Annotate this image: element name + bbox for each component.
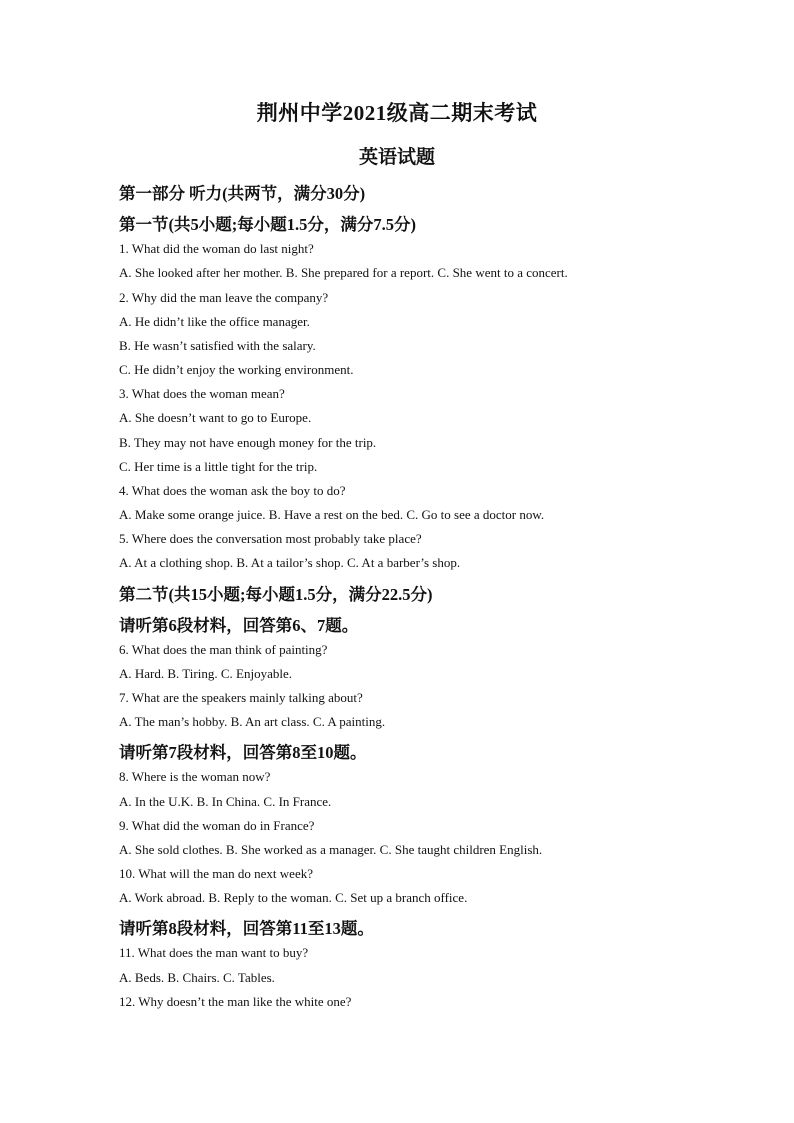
question-line: 12. Why doesn’t the man like the white one? xyxy=(119,994,352,1009)
options-line: A. Make some orange juice. B. Have a rest on the bed. C. Go to see a doctor now. xyxy=(119,507,545,522)
options-line: B. They may not have enough money for the trip. xyxy=(119,435,377,450)
question-line: 3. What does the woman mean? xyxy=(119,386,285,401)
question-line: 7. What are the speakers mainly talking about? xyxy=(119,690,363,705)
options-line: A. He didn’t like the office manager. xyxy=(119,314,310,329)
options-line: A. Beds. B. Chairs. C. Tables. xyxy=(119,970,275,985)
options-line: A. Hard. B. Tiring. C. Enjoyable. xyxy=(119,666,292,681)
options-line: B. He wasn’t satisfied with the salary. xyxy=(119,338,316,353)
section-heading: 第二节(共15小题;每小题1.5分，满分22.5分) xyxy=(119,585,433,604)
options-line: A. The man’s hobby. B. An art class. C. A painting. xyxy=(119,714,386,729)
question-line: 2. Why did the man leave the company? xyxy=(119,290,329,305)
question-line: 10. What will the man do next week? xyxy=(119,866,313,881)
question-line: 4. What does the woman ask the boy to do? xyxy=(119,483,346,498)
options-line: C. Her time is a little tight for the trip. xyxy=(119,459,318,474)
page-title: 荆州中学2021级高二期末考试 xyxy=(256,101,538,125)
question-line: 8. Where is the woman now? xyxy=(119,769,271,784)
options-line: A. She looked after her mother. B. She prepared for a report. C. She went to a concert. xyxy=(119,265,568,280)
material-heading: 请听第6段材料，回答第6、7题。 xyxy=(119,616,359,635)
material-heading: 请听第7段材料，回答第8至10题。 xyxy=(119,743,367,762)
options-line: A. She doesn’t want to go to Europe. xyxy=(119,410,312,425)
options-line: A. In the U.K. B. In China. C. In France. xyxy=(119,794,332,809)
options-line: A. She sold clothes. B. She worked as a manager. C. She taught children English. xyxy=(119,842,543,857)
question-line: 9. What did the woman do in France? xyxy=(119,818,315,833)
question-line: 11. What does the man want to buy? xyxy=(119,945,309,960)
page-subtitle: 英语试题 xyxy=(358,147,435,168)
question-line: 1. What did the woman do last night? xyxy=(119,241,314,256)
options-line: A. Work abroad. B. Reply to the woman. C. Set up a branch office. xyxy=(119,890,468,905)
options-line: C. He didn’t enjoy the working environment. xyxy=(119,362,354,377)
section-heading: 第一节(共5小题;每小题1.5分，满分7.5分) xyxy=(119,215,416,234)
question-line: 5. Where does the conversation most probably take place? xyxy=(119,531,422,546)
section-heading: 第一部分 听力(共两节，满分30分) xyxy=(119,184,366,203)
question-line: 6. What does the man think of painting? xyxy=(119,642,328,657)
material-heading: 请听第8段材料，回答第11至13题。 xyxy=(119,919,374,938)
options-line: A. At a clothing shop. B. At a tailor’s shop. C. At a barber’s shop. xyxy=(119,555,461,570)
